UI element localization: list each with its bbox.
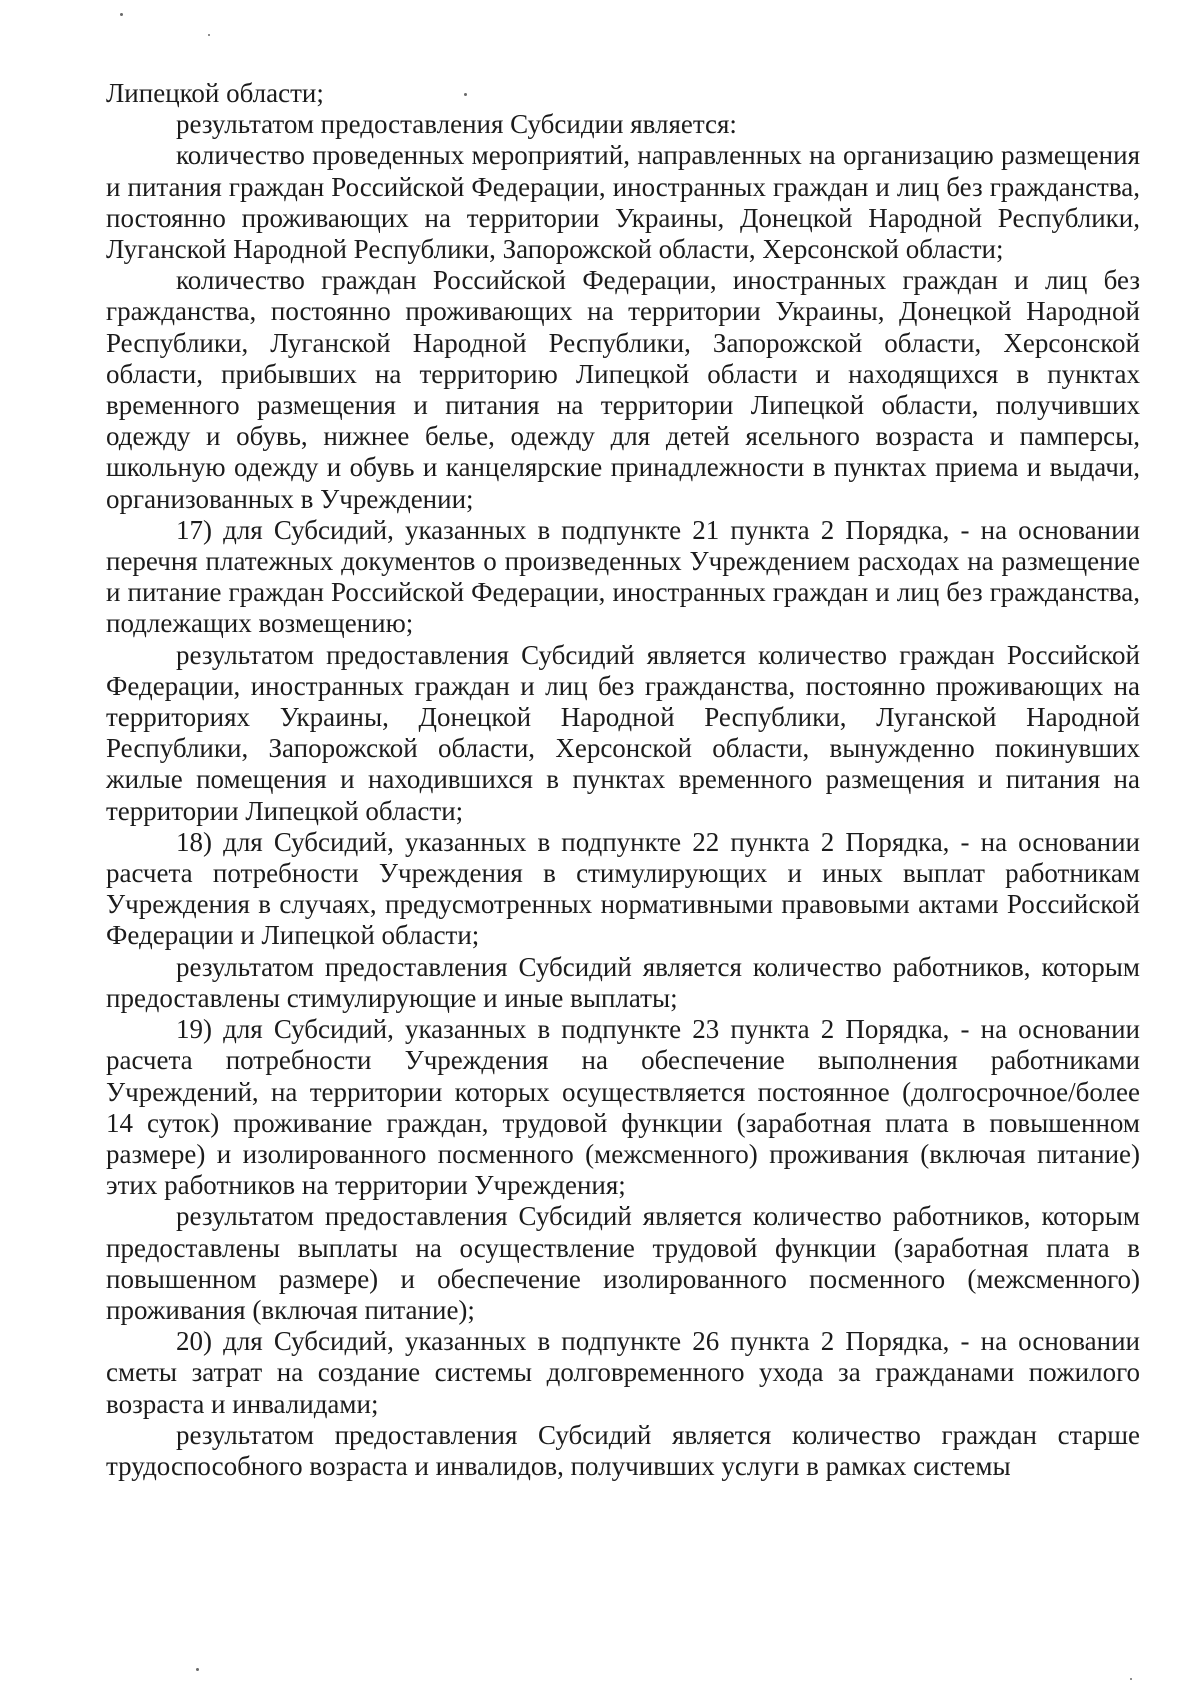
paragraph: 18) для Субсидий, указанных в подпункте 22 пункта 2 Порядка, - на основании расчета потребности Учреждения в стимулирующих и иных выплат работникам Учреждения в случаях, предусмотренных нормативными правовыми актами Российской Федерации и Липецкой области; xyxy=(106,826,1140,951)
paragraph: 20) для Субсидий, указанных в подпункте 26 пункта 2 Порядка, - на основании сметы затрат на создание системы долговременного ухода за гражданами пожилого возраста и инвалидами; xyxy=(106,1326,1140,1419)
document-body xyxy=(106,78,1140,1482)
scan-speck xyxy=(196,1668,199,1671)
scan-speck xyxy=(120,13,123,16)
paragraph: 19) для Субсидий, указанных в подпункте 23 пункта 2 Порядка, - на основании расчета потребности Учреждения на обеспечение выполнения работниками Учреждений, на территории которых осуществляется постоянное (долгосрочное/более 14 суток) проживание граждан, трудовой функции (заработная плата в повышенном размере) и изолированного посменного (межсменного) проживания (включая питание) этих работников на территории Учреждения; xyxy=(106,1014,1140,1201)
paragraph: результатом предоставления Субсидий является количество граждан Российской Федерации, иностранных граждан и лиц без гражданства, постоянно проживающих на территориях Украины, Донецкой Народной Республики, Луганской Народной Республики, Запорожской области, Херсонской области, вынужденно покинувших жилые помещения и находившихся в пунктах временного размещения и питания на территории Липецкой области; xyxy=(106,639,1140,826)
paragraph: количество проведенных мероприятий, направленных на организацию размещения и питания граждан Российской Федерации, иностранных граждан и лиц без гражданства, постоянно проживающих на территории Украины, Донецкой Народной Республики, Луганской Народной Республики, Запорожской области, Херсонской области; xyxy=(106,140,1140,265)
paragraph: 17) для Субсидий, указанных в подпункте 21 пункта 2 Порядка, - на основании перечня платежных документов о произведенных Учреждением расходах на размещение и питание граждан Российской Федерации, иностранных граждан и лиц без гражданства, подлежащих возмещению; xyxy=(106,514,1140,639)
paragraph: количество граждан Российской Федерации, иностранных граждан и лиц без гражданства, постоянно проживающих на территории Украины, Донецкой Народной Республики, Луганской Народной Республики, Запорожской области, Херсонской области, прибывших на территорию Липецкой области и находящихся в пунктах временного размещения и питания на территории Липецкой области, получивших одежду и обувь, нижнее белье, одежду для детей ясельного возраста и памперсы, школьную одежду и обувь и канцелярские принадлежности в пунктах приема и выдачи, организованных в Учреждении; xyxy=(106,265,1140,514)
scan-speck xyxy=(208,34,210,36)
paragraph: результатом предоставления Субсидий является количество граждан старше трудоспособного возраста и инвалидов, получивших услуги в рамках системы xyxy=(106,1419,1140,1481)
paragraph: результатом предоставления Субсидий является количество работников, которым предоставлены стимулирующие и иные выплаты; xyxy=(106,951,1140,1013)
paragraph: результатом предоставления Субсидии является: xyxy=(176,109,737,140)
scan-speck xyxy=(1130,1678,1132,1680)
paragraph: результатом предоставления Субсидий является количество работников, которым предоставлены выплаты на осуществление трудовой функции (заработная плата в повышенном размере) и обеспечение изолированного посменного (межсменного) проживания (включая питание); xyxy=(106,1201,1140,1325)
paragraph: Липецкой области; xyxy=(106,78,324,108)
